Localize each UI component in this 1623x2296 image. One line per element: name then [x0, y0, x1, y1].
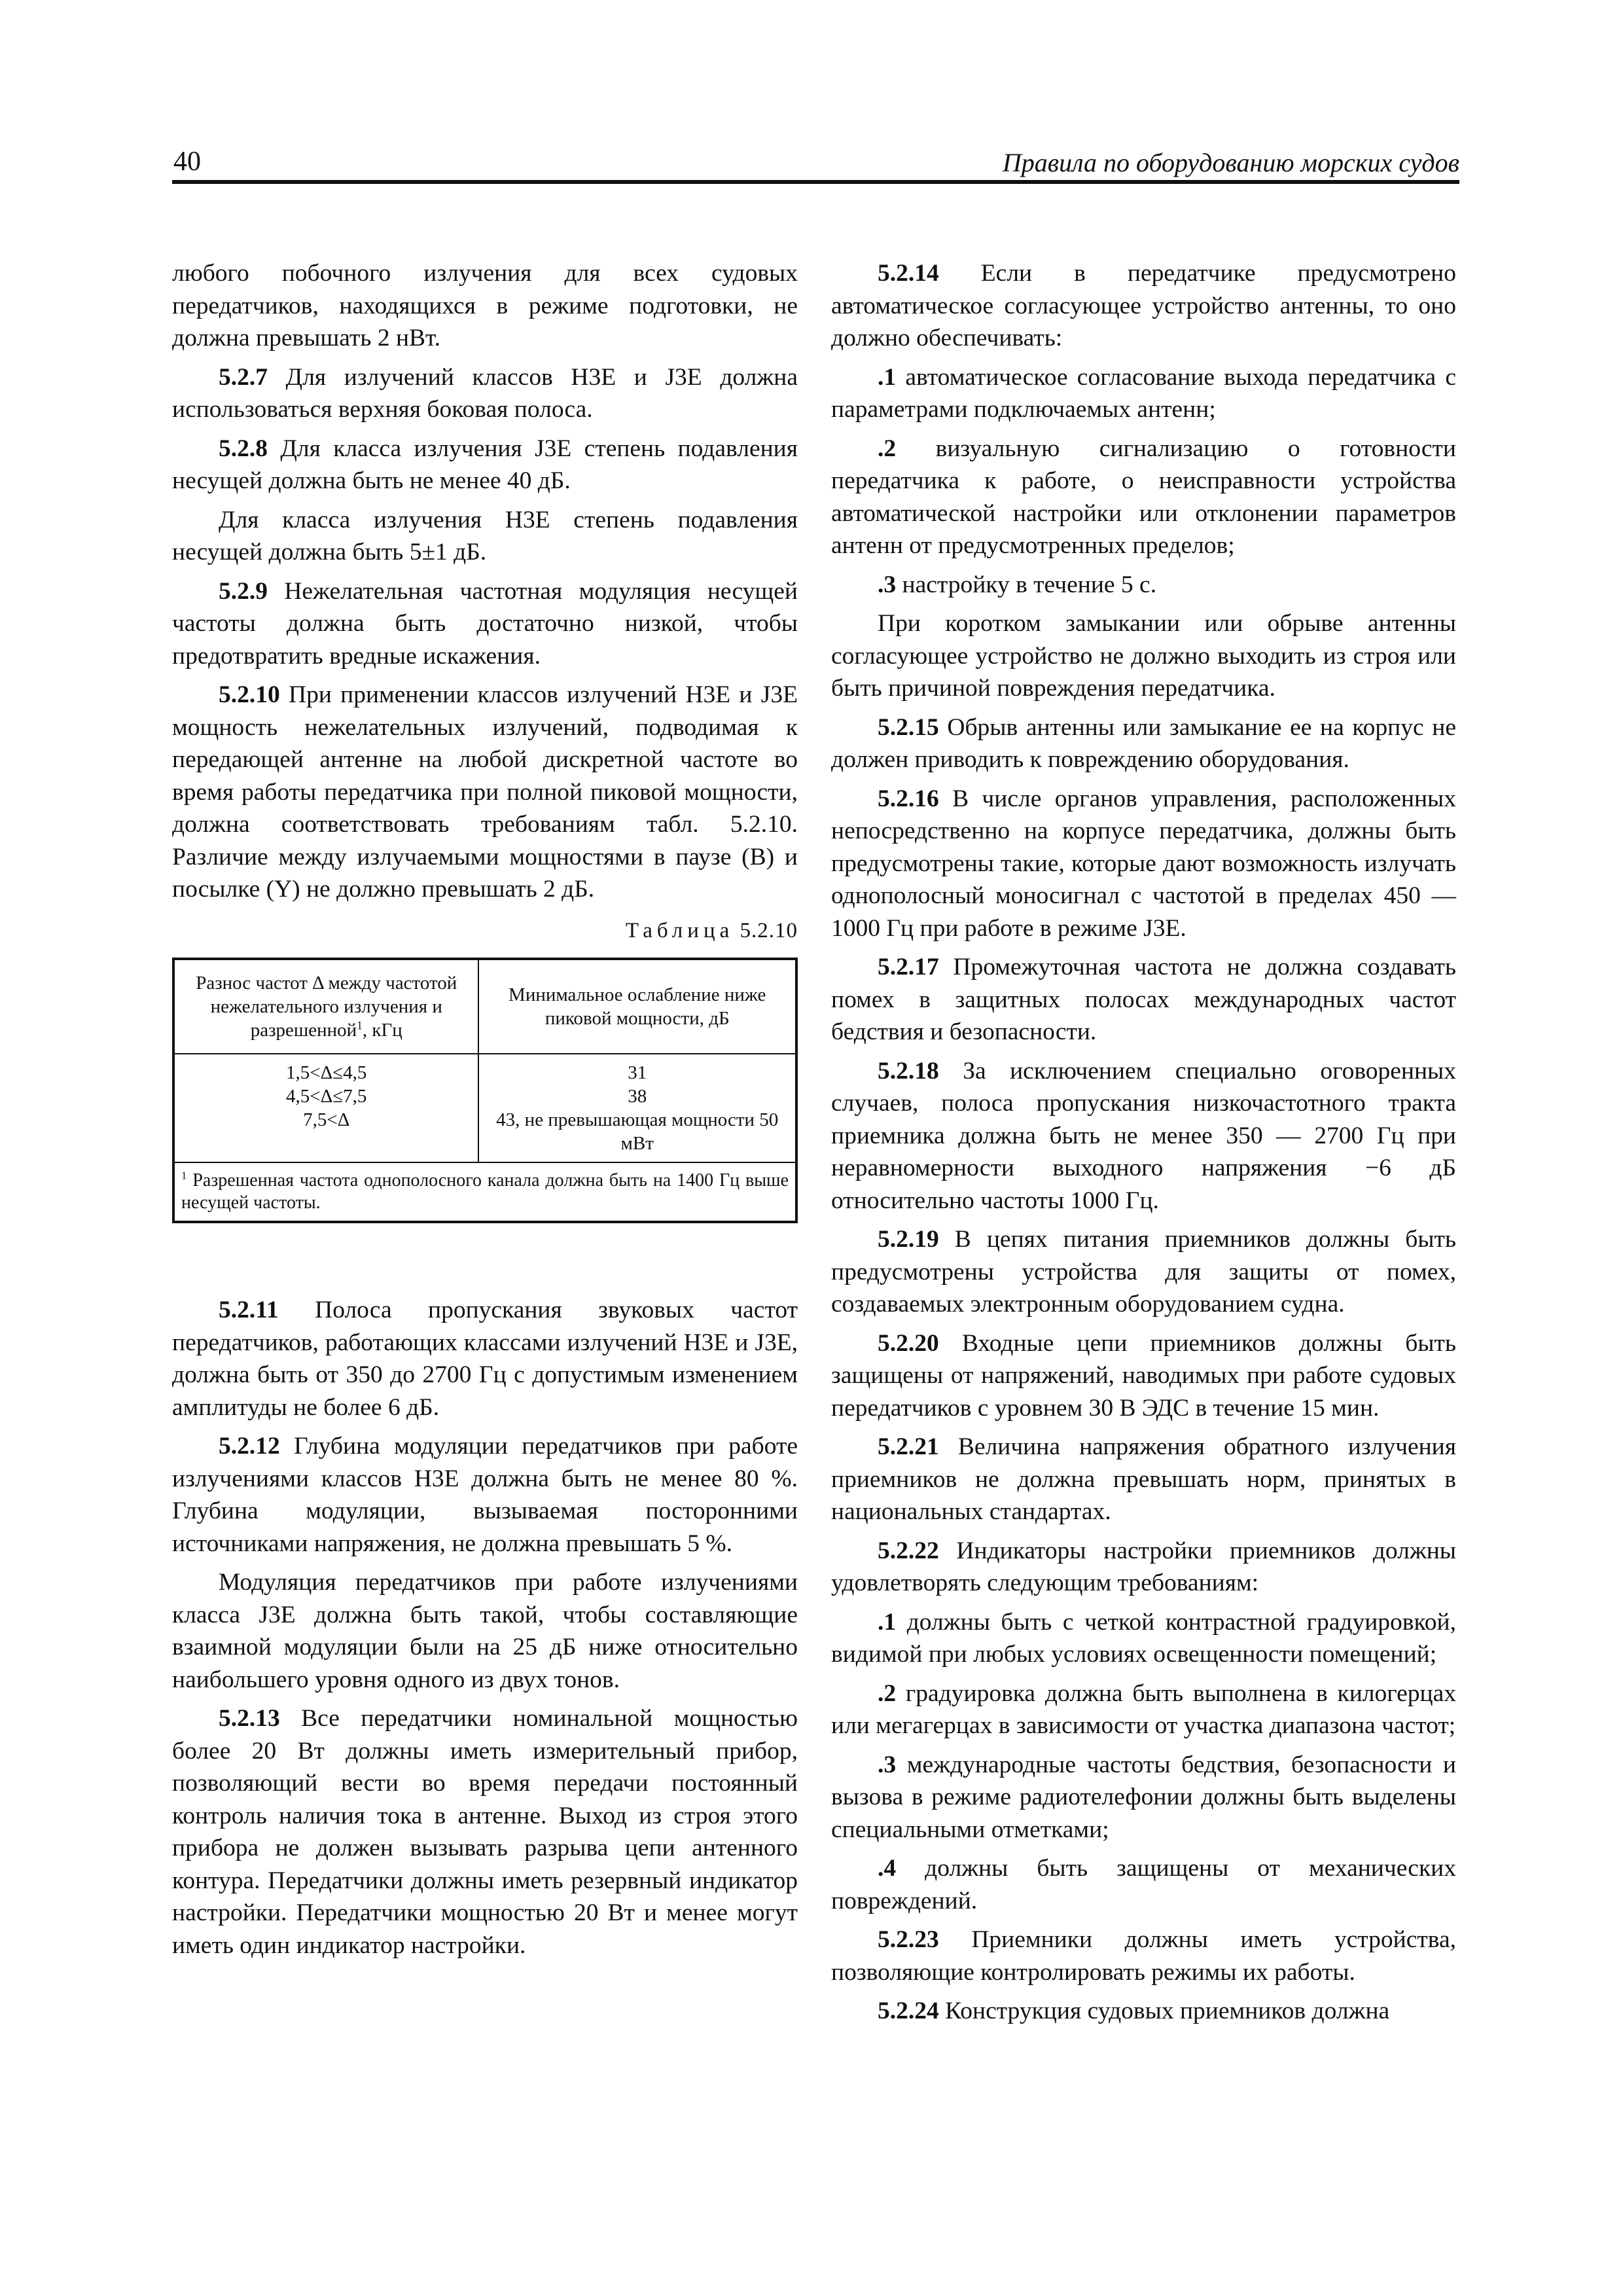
table-row — [173, 1054, 796, 1162]
paragraph-text: Конструкция судовых приемников должна — [938, 1998, 1390, 2024]
page-header — [172, 139, 1459, 184]
cell-value: 7,5<Δ — [303, 1109, 350, 1130]
paragraph-text: Промежуточная частота не должна создавать помех в защитных полосах международных частот бедствия и безопасности. — [831, 954, 1456, 1045]
section-number: 5.2.16 — [878, 785, 939, 812]
section-number: 5.2.11 — [219, 1297, 279, 1323]
paragraph-text: В цепях питания приемников должны быть предусмотрены устройства для защиты от помех, создаваемых электронным оборудованием судна. — [831, 1226, 1456, 1318]
cell-value: 43, не превышающая мощности 50 мВт — [496, 1109, 779, 1154]
table-cell — [173, 1054, 478, 1162]
paragraph-5-2-24 — [831, 1995, 1456, 2028]
paragraph-text: В числе органов управления, расположенных непосредственно на корпусе передатчика, должны быть предусмотрены такие, которые дают возможность излучать однополосный моносигнал с частотой в пределах 450 — 1000 Гц при работе в режиме J3E. — [831, 785, 1456, 942]
section-number: 5.2.14 — [878, 260, 939, 287]
paragraph-text: градуировка должна быть выполнена в килогерцах или мегагерцах в зависимости от участка диапазона частот; — [831, 1679, 1456, 1739]
paragraph-5-2-18 — [831, 1055, 1456, 1217]
paragraph-text: Для класса излучения J3E степень подавления несущей должна быть не менее 40 дБ. — [172, 435, 798, 494]
cell-value: 4,5<Δ≤7,5 — [286, 1086, 367, 1107]
section-number: 5.2.9 — [219, 577, 268, 605]
footnote-marker: 1 — [357, 1018, 363, 1032]
paragraph: любого побочного излучения для всех судовых передатчиков, находящихся в режиме подготовки, не должна превышать 2 нВт. — [172, 260, 798, 351]
list-item — [831, 1606, 1456, 1671]
list-item — [831, 1677, 1456, 1742]
page-number: 40 — [173, 147, 201, 177]
paragraph-5-2-19 — [831, 1223, 1456, 1321]
paragraph-text: Входные цепи приемников должны быть защищены от напряжений, наводимых при работе судовых передатчиков с уровнем 30 В ЭДС в течение 15 мин. — [831, 1329, 1456, 1422]
paragraph-5-2-12 — [172, 1430, 798, 1560]
header-unit: , кГц — [362, 1020, 402, 1041]
section-number: 5.2.24 — [878, 1998, 939, 2024]
paragraph-5-2-21 — [831, 1431, 1456, 1528]
table-footnote — [173, 1162, 796, 1222]
paragraph-text: За исключением специально оговоренных случаев, полоса пропускания низкочастотного тракта приемника должна быть не менее 350 — 2700 Гц при неравномерности выходного напряжения −6 дБ относительно частоты 1000 Гц. — [831, 1057, 1456, 1214]
paragraph-text: Индикаторы настройки приемников должны удовлетворять следующим требованиям: — [831, 1537, 1456, 1596]
list-item — [831, 1749, 1456, 1846]
paragraph: Для класса излучения Н3Е степень подавления несущей должна быть 5±1 дБ. — [172, 506, 798, 565]
section-number: 5.2.17 — [878, 954, 939, 980]
cell-value: 31 — [628, 1062, 647, 1083]
paragraph-5-2-9 — [172, 575, 798, 673]
paragraph-text: визуальную сигнализацию о готовности передатчика к работе, о неисправности устройства автоматической настройки или отклонении параметров антенн от предусмотренных пределов; — [831, 435, 1456, 559]
cell-value: 38 — [628, 1086, 647, 1107]
table-caption — [172, 915, 798, 948]
item-number: .3 — [878, 571, 897, 598]
section-number: 5.2.20 — [878, 1329, 939, 1357]
running-title: Правила по оборудованию морских судов — [1002, 148, 1459, 177]
table-footnote-row — [173, 1162, 796, 1222]
table-5-2-10 — [172, 958, 798, 1223]
left-column — [172, 257, 798, 1968]
section-number: 5.2.22 — [878, 1537, 939, 1564]
cell-value: 1,5<Δ≤4,5 — [286, 1062, 367, 1083]
section-number: 5.2.13 — [219, 1705, 280, 1732]
table-cell — [478, 1054, 796, 1162]
table-caption-number: 5.2.10 — [740, 918, 798, 942]
item-number: .2 — [878, 1679, 897, 1707]
footnote-text: Разрешенная частота однополосного канала должна быть на 1400 Гц выше несущей частоты. — [181, 1170, 789, 1213]
section-number: 5.2.7 — [219, 363, 268, 391]
list-item — [831, 569, 1456, 601]
paragraph-text: должны быть защищены от механических повреждений. — [831, 1855, 1456, 1914]
paragraph-text: Полоса пропускания звуковых частот передатчиков, работающих классами излучений Н3Е и J3E, должна быть от 350 до 2700 Гц с допустимым изменением амплитуды не более 6 дБ. — [172, 1297, 798, 1421]
paragraph-5-2-7 — [172, 361, 798, 426]
section-number: 5.2.21 — [878, 1433, 939, 1460]
paragraph-5-2-22 — [831, 1535, 1456, 1600]
item-number: .2 — [878, 435, 897, 462]
list-item — [831, 361, 1456, 426]
section-number: 5.2.12 — [219, 1433, 280, 1460]
paragraph-text: должны быть с четкой контрастной градуировкой, видимой при любых условиях освещенности помещений; — [831, 1608, 1456, 1668]
table-caption-word: Таблица — [625, 918, 734, 942]
paragraph-5-2-20 — [831, 1327, 1456, 1425]
footnote-marker: 1 — [181, 1169, 187, 1182]
paragraph: При коротком замыкании или обрыве антенны согласующее устройство не должно выходить из строя или быть причиной повреждения передатчика. — [831, 610, 1456, 702]
table-header-cell — [173, 959, 478, 1054]
paragraph-5-2-14 — [831, 257, 1456, 355]
section-number: 5.2.8 — [219, 435, 268, 462]
paragraph-5-2-8 — [172, 433, 798, 497]
section-number: 5.2.10 — [219, 681, 280, 708]
paragraph-text: Все передатчики номинальной мощностью более 20 Вт должны иметь измерительный прибор, позволяющий вести во время передачи постоянный контроль наличия тока в антенне. Выход из строя этого прибора не должен вызывать разрыва цепи антенного контура. Передатчики должны иметь резервный индикатор настройки. Передатчики мощностью 20 Вт и менее могут иметь один индикатор настройки. — [172, 1705, 798, 1959]
header-text: Разнос частот Δ между частотой нежелательного излучения и разрешенной — [196, 973, 457, 1041]
paragraph-text: Глубина модуляции передатчиков при работе излучениями классов Н3Е должна быть не менее 80 %. Глубина модуляции, вызываемая посторонними источниками напряжения, не должна превышать 5 %. — [172, 1433, 798, 1557]
paragraph-5-2-10 — [172, 679, 798, 906]
list-item — [831, 1852, 1456, 1917]
paragraph-text: Приемники должны иметь устройства, позволяющие контролировать режимы их работы. — [831, 1926, 1456, 1986]
paragraph-text: Если в передатчике предусмотрено автоматическое согласующее устройство антенны, то оно должно обеспечивать: — [831, 260, 1456, 351]
paragraph-5-2-16 — [831, 783, 1456, 945]
section-number: 5.2.18 — [878, 1057, 939, 1085]
paragraph: Модуляция передатчиков при работе излучениями класса J3E должна быть такой, чтобы составляющие взаимной модуляции были на 25 дБ ниже относительно наибольшего уровня одного из двух тонов. — [172, 1569, 798, 1693]
paragraph-text: настройку в течение 5 с. — [896, 571, 1157, 598]
paragraph-5-2-17 — [831, 951, 1456, 1049]
item-number: .1 — [878, 363, 897, 391]
section-number: 5.2.15 — [878, 713, 939, 741]
paragraph-5-2-23 — [831, 1924, 1456, 1988]
section-number: 5.2.19 — [878, 1226, 939, 1253]
item-number: .3 — [878, 1751, 897, 1778]
paragraph-text: При применении классов излучений Н3Е и J3E мощность нежелательных излучений, подводимая к передающей антенне на любой дискретной частоте во время работы передатчика при полной пиковой мощности, должна соответствовать требованиям табл. 5.2.10. Различие между излучаемыми мощностями в паузе (В) и посылке (Y) не должно превышать 2 дБ. — [172, 681, 798, 903]
paragraph-text: международные частоты бедствия, безопасности и вызова в режиме радиотелефонии должны быть выделены специальными отметками; — [831, 1751, 1456, 1843]
paragraph-5-2-13 — [172, 1702, 798, 1962]
table-header-cell: Минимальное ослабление ниже пиковой мощности, дБ — [478, 959, 796, 1054]
paragraph-text: Для излучений классов Н3Е и J3E должна использоваться верхняя боковая полоса. — [172, 363, 798, 423]
section-number: 5.2.23 — [878, 1926, 939, 1953]
paragraph-5-2-15 — [831, 711, 1456, 776]
item-number: .4 — [878, 1855, 897, 1882]
item-number: .1 — [878, 1608, 897, 1636]
paragraph-text: Величина напряжения обратного излучения приемников не должна превышать норм, принятых в национальных стандартах. — [831, 1433, 1456, 1525]
paragraph-text: Нежелательная частотная модуляция несущей частоты должна быть достаточно низкой, чтобы предотвратить вредные искажения. — [172, 577, 798, 670]
right-column — [831, 257, 1456, 2034]
list-item — [831, 433, 1456, 562]
paragraph-5-2-11 — [172, 1294, 798, 1424]
paragraph-text: Обрыв антенны или замыкание ее на корпус не должен приводить к повреждению оборудования. — [831, 713, 1456, 773]
table-header-row — [173, 959, 796, 1054]
paragraph-text: автоматическое согласование выхода передатчика с параметрами подключаемых антенн; — [831, 363, 1456, 423]
